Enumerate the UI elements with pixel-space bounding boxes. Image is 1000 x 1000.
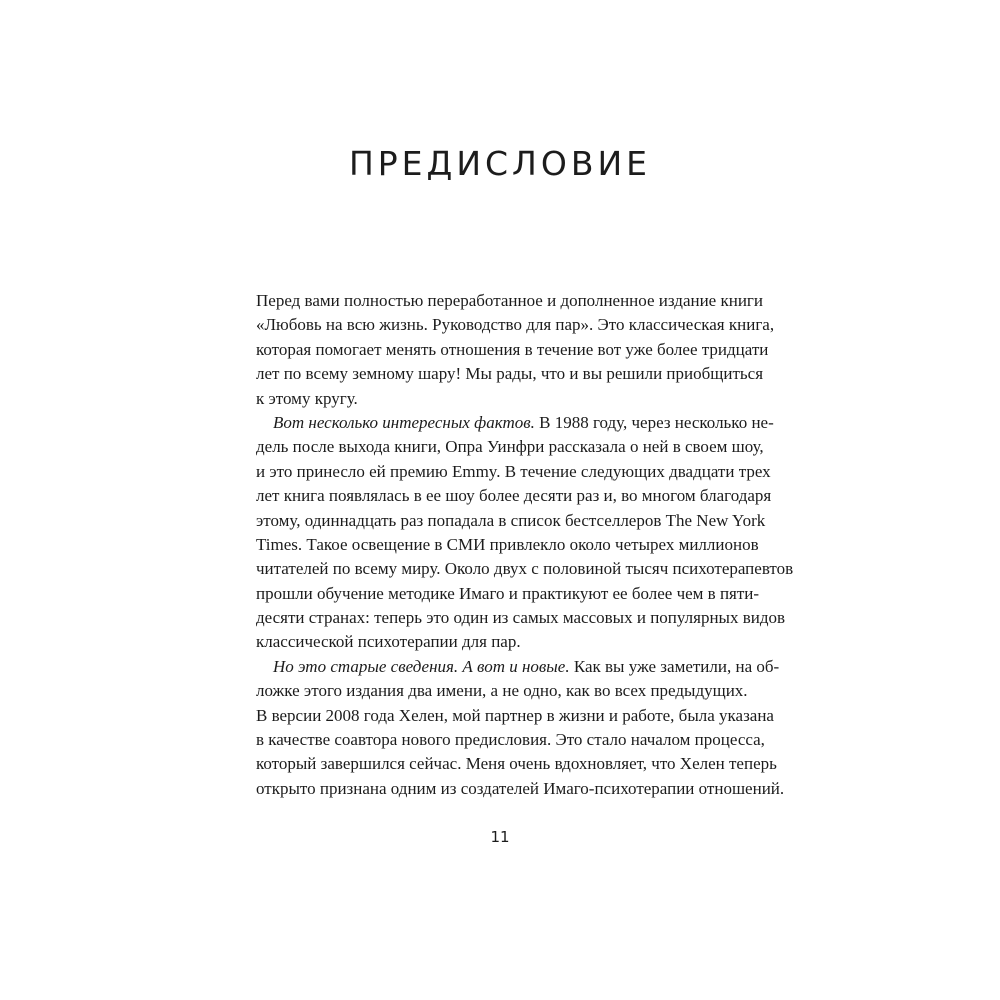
- italic-lead: Вот несколько интересных фактов.: [273, 412, 535, 432]
- text-line: Перед вами полностью переработанное и дополненное издание книги: [256, 291, 764, 310]
- page-number: 11: [490, 828, 510, 846]
- text-line: Times. Такое освещение в СМИ привлекло около четырех миллионов: [256, 534, 759, 554]
- text-line: к этому кругу.: [256, 388, 358, 408]
- text-line: лет книга появлялась в ее шоу более десяти раз и, во многом благодаря: [256, 486, 772, 506]
- paragraph-1: [256, 289, 775, 411]
- text-line: В версии 2008 года Хелен, мой партнер в жизни и работе, была указана: [256, 705, 774, 725]
- text-line: этому, одиннадцать раз попадала в список бестселлеров The New York: [256, 510, 766, 530]
- lead-line-rest: В 1988 году, через несколько не-: [534, 412, 774, 432]
- text-line: прошли обучение методике Имаго и практикуют ее более чем в пяти-: [256, 583, 760, 603]
- text-line: дель после выхода книги, Опра Уинфри рассказала о ней в своем шоу,: [256, 437, 764, 457]
- paragraph-2: [256, 411, 794, 655]
- text-line: лет по всему земному шару! Мы рады, что и вы решили приобщиться: [256, 364, 764, 384]
- text-line: который завершился сейчас. Меня очень вдохновляет, что Хелен теперь: [256, 754, 777, 774]
- text-line: читателей по всему миру. Около двух с половиной тысяч психотерапевтов: [256, 559, 794, 579]
- text-line: в качестве соавтора нового предисловия. Это стало началом процесса,: [256, 730, 765, 750]
- lead-line-rest: Как вы уже заметили, на об-: [569, 656, 780, 676]
- text-line: которая помогает менять отношения в течение вот уже более тридцати: [256, 339, 769, 359]
- text-line-with-lead: [256, 411, 774, 435]
- text-line: и это принесло ей премию Emmy. В течение следующих двадцати трех: [256, 461, 771, 481]
- text-line-with-lead: [256, 655, 780, 679]
- chapter-title: ПРЕДИСЛОВИЕ: [348, 144, 652, 183]
- paragraph-3: [256, 655, 785, 801]
- text-line: ложке этого издания два имени, а не одно, как во всех предыдущих.: [256, 681, 748, 701]
- italic-lead: Но это старые сведения. А вот и новые.: [273, 656, 570, 676]
- body-text: [256, 289, 794, 801]
- text-line: классической психотерапии для пар.: [256, 632, 521, 652]
- text-line: «Любовь на всю жизнь. Руководство для пар». Это классическая книга,: [256, 315, 775, 335]
- text-line: десяти странах: теперь это один из самых массовых и популярных видов: [256, 608, 786, 628]
- text-line: открыто признана одним из создателей Имаго-психотерапии отношений.: [256, 778, 785, 798]
